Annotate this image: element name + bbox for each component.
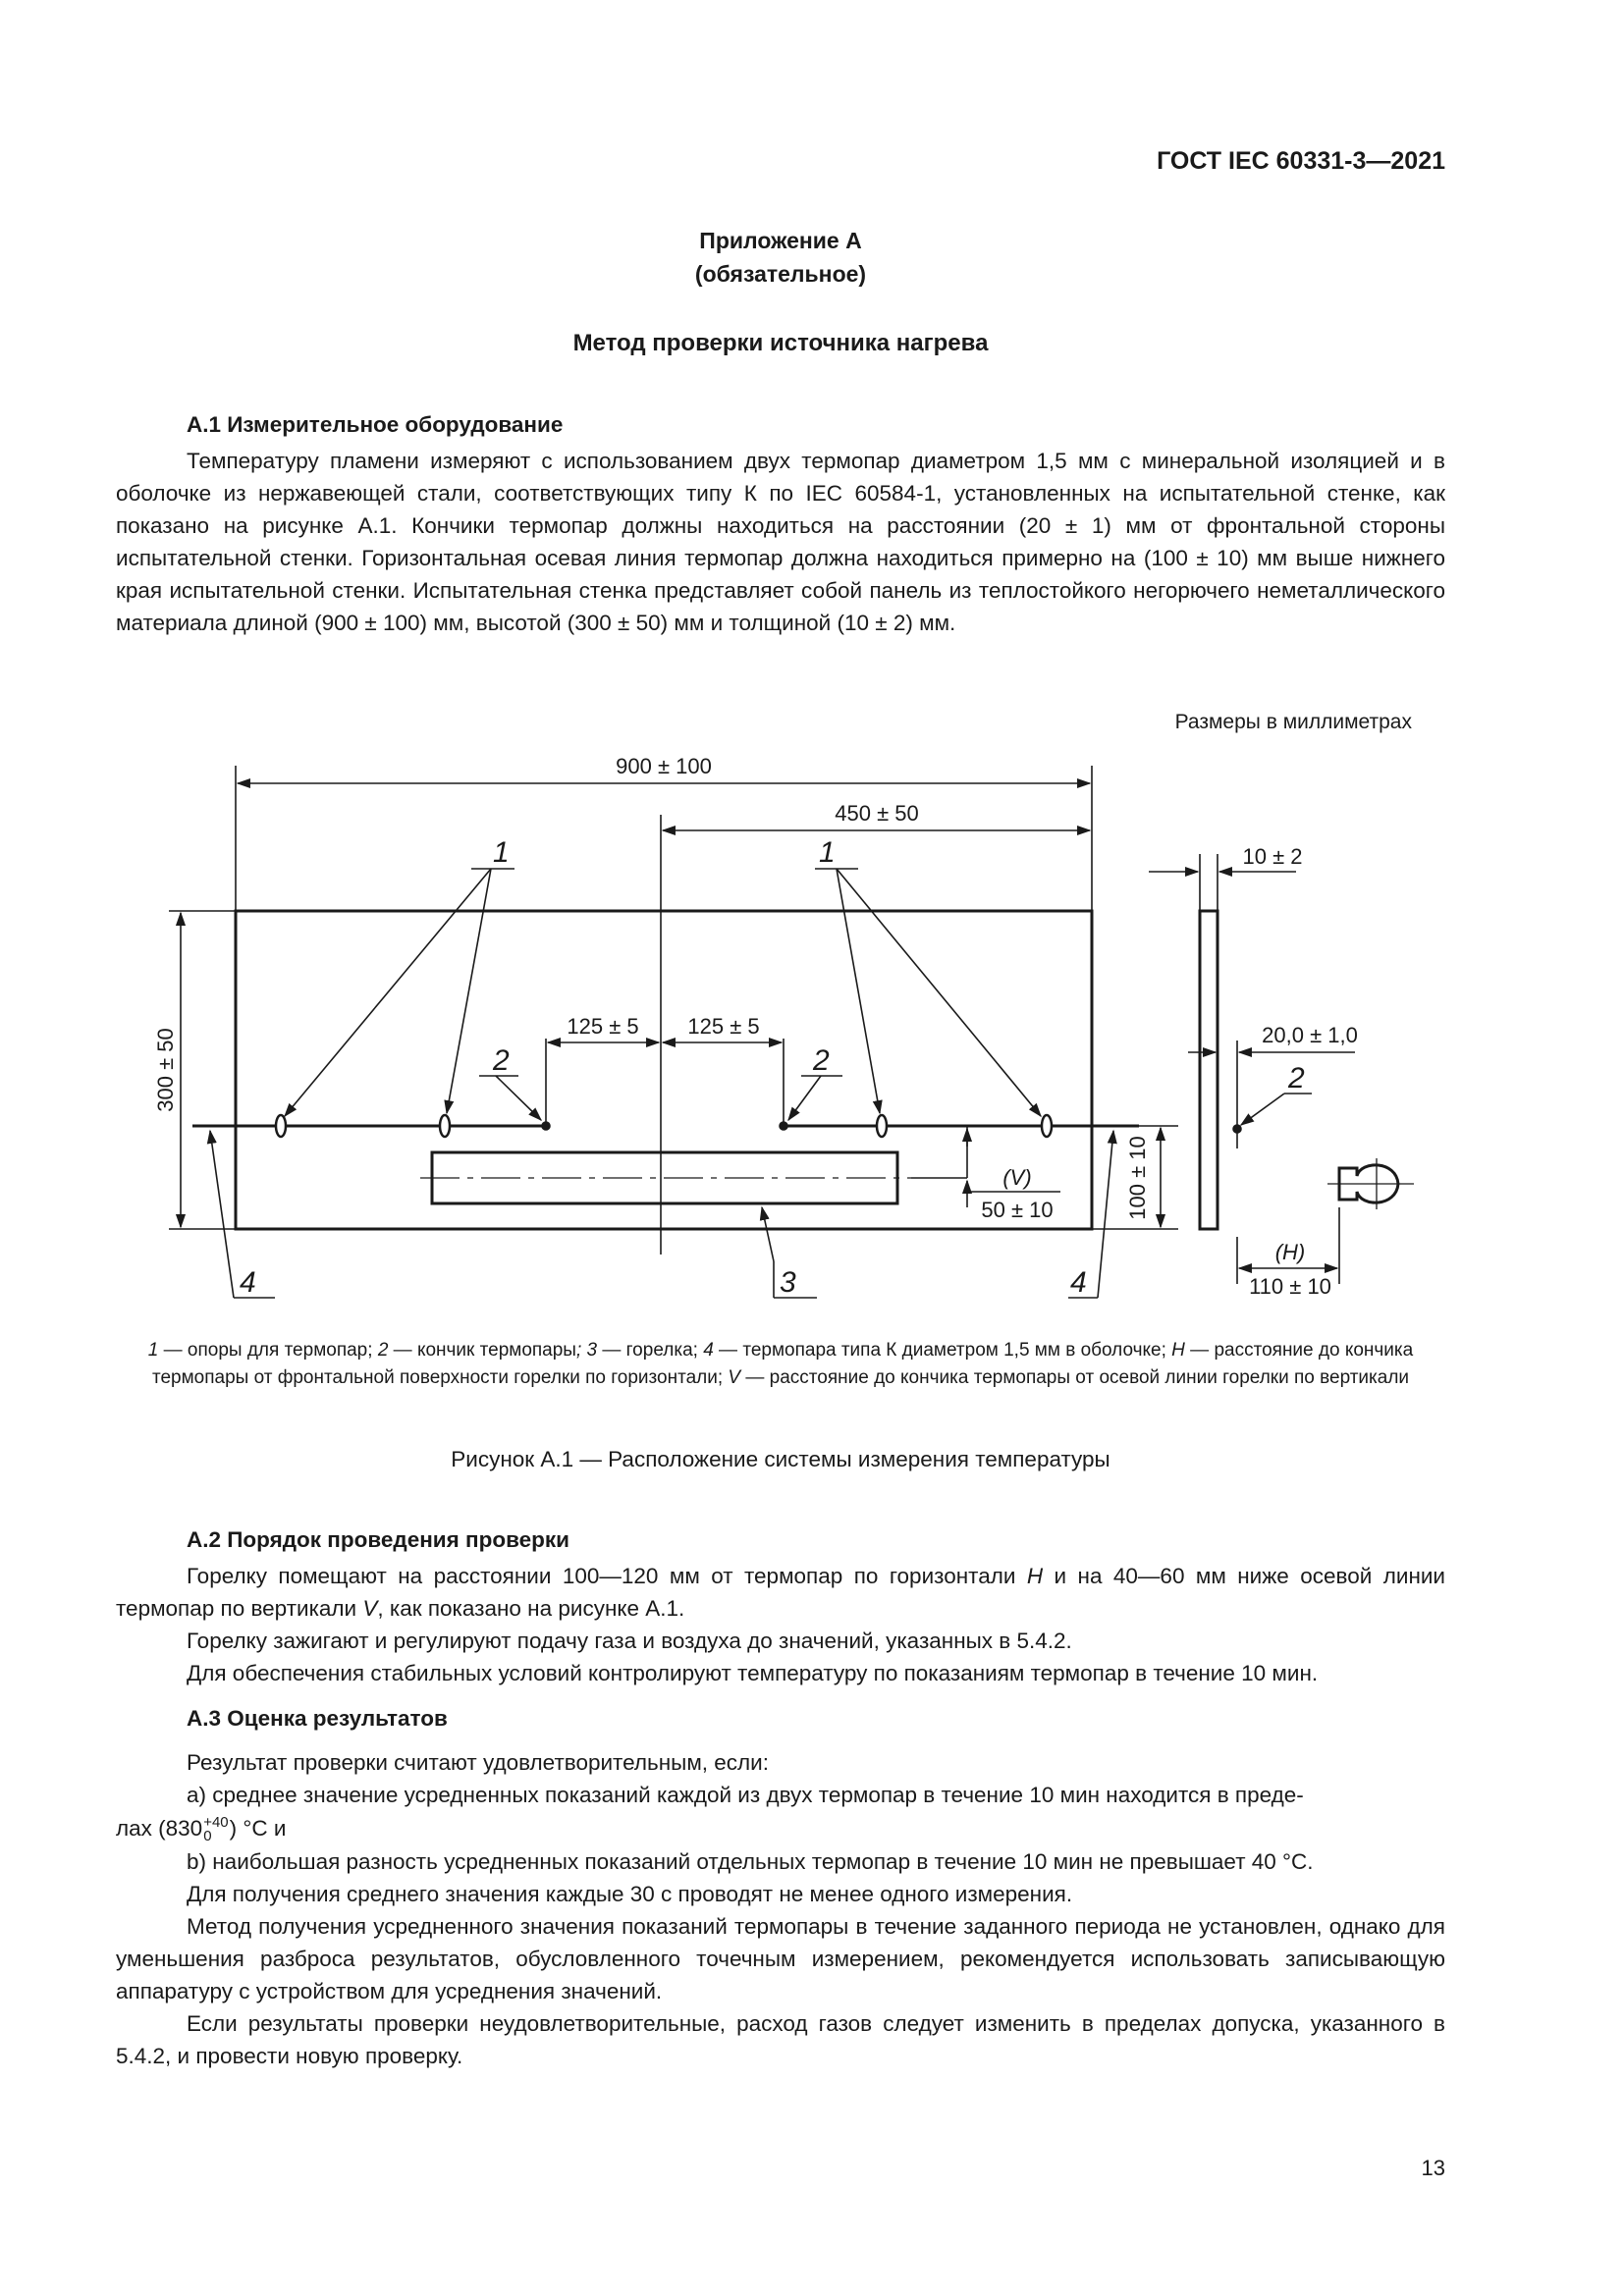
callout-2-right: 2	[813, 1044, 830, 1077]
section-a3-item-a-line1: a) среднее значение усредненных показаний каждой из двух термопар в течение 10 мин находится в преде-	[187, 1783, 1304, 1807]
callout-2-left: 2	[493, 1044, 510, 1077]
section-a2-p2: Горелку зажигают и регулируют подачу газа и воздуха до значений, указанных в 5.4.2.	[187, 1629, 1072, 1653]
dim-length: 900 ± 100	[616, 754, 712, 778]
burner-side	[1327, 1158, 1414, 1209]
section-a3-p3: Метод получения усредненного значения показаний термопары в течение заданного периода не установлен, однако для уменьшения разброса результатов, обусловленного точечным измерением, рекомендуется использовать записывающую аппаратуру с устройством для усреднения значений.	[116, 1914, 1445, 2003]
dim-height: 300 ± 50	[153, 1028, 178, 1112]
section-a3-title: А.3 Оценка результатов	[187, 1706, 448, 1731]
dim-tc-spacing-right: 125 ± 5	[687, 1014, 760, 1039]
tip-left	[542, 1122, 550, 1130]
dim-half-length: 450 ± 50	[835, 801, 919, 826]
tip-right	[780, 1122, 787, 1130]
dim-thickness: 10 ± 2	[1242, 844, 1303, 869]
test-wall	[236, 911, 1092, 1229]
support-1a	[276, 1115, 286, 1137]
callout-1-left: 1	[493, 836, 510, 869]
section-a3-p4: Если результаты проверки неудовлетворительные, расход газов следует изменить в пределах допуска, указанного в 5.4.2, и провести новую проверку.	[116, 2011, 1445, 2068]
section-a3-p1: Результат проверки считают удовлетворительным, если:	[187, 1750, 769, 1775]
section-a1-text: Температуру пламени измеряют с использованием двух термопар диаметром 1,5 мм с минеральной изоляцией и в оболочке из нержавеющей стали, соответствующих типу К по IEC 60584-1, установленных на испытательной стенке, как показано на рисунке А.1. Кончики термопар должны находиться на расстоянии (20 ± 1) мм от фронтальной стороны испытательной стенки. Горизонтальная осевая линия термопар должна находиться примерно на (100 ± 10) мм выше нижнего края испытательной стенки. Испытательная стенка представляет собой панель из теплостойкого негорючего неметаллического материала длиной (900 ± 100) мм, высотой (300 ± 50) мм и толщиной (10 ± 2) мм.	[116, 449, 1445, 635]
dim-v-value: 50 ± 10	[981, 1198, 1054, 1222]
support-1b	[440, 1115, 450, 1137]
annex-heading: Метод проверки источника нагрева	[572, 330, 989, 356]
dim-tc-height: 100 ± 10	[1125, 1136, 1150, 1220]
support-1d	[1042, 1115, 1052, 1137]
document-code: ГОСТ IEC 60331-3—2021	[1157, 147, 1445, 175]
figure-caption: Рисунок А.1 — Расположение системы измерения температуры	[451, 1447, 1110, 1471]
dim-h-value: 110 ± 10	[1249, 1274, 1331, 1299]
section-a2-p3: Для обеспечения стабильных условий контролируют температуру по показаниям термопар в течение 10 мин.	[187, 1661, 1319, 1685]
side-view-wall	[1200, 911, 1218, 1229]
dim-h-label: (H)	[1274, 1240, 1306, 1264]
support-1c	[877, 1115, 887, 1137]
section-a3-item-a-line2: лах (830 +40 0 ) °С и	[116, 1814, 287, 1845]
page-number: 13	[1421, 2156, 1445, 2180]
annex-subtitle: (обязательное)	[694, 261, 867, 287]
section-a2-p1: Горелку помещают на расстоянии 100—120 мм от термопар по горизонтали H и на 40—60 мм ниже осевой линии термопар по вертикали V, как показано на рисунке А.1.	[116, 1564, 1446, 1621]
callout-4-right: 4	[1070, 1266, 1087, 1299]
figure-units-note: Размеры в миллиметрах	[1174, 711, 1412, 733]
section-a3-item-b: b) наибольшая разность усредненных показаний отдельных термопар в течение 10 мин не превышает 40 °С.	[187, 1849, 1314, 1874]
callout-1-right: 1	[819, 836, 836, 869]
callout-3: 3	[780, 1266, 796, 1299]
callout-2-side: 2	[1288, 1062, 1305, 1095]
dim-tc-spacing-left: 125 ± 5	[567, 1014, 639, 1039]
tip-side	[1233, 1125, 1241, 1133]
annex-title: Приложение А	[699, 228, 862, 253]
callout-4-left: 4	[240, 1266, 256, 1299]
section-a3-p2: Для получения среднего значения каждые 30 с проводят не менее одного измерения.	[187, 1882, 1073, 1906]
section-a1-title: А.1 Измерительное оборудование	[187, 412, 564, 437]
dim-tip-distance: 20,0 ± 1,0	[1262, 1023, 1358, 1047]
dim-v-label: (V)	[1002, 1165, 1032, 1190]
section-a2-title: А.2 Порядок проведения проверки	[187, 1527, 569, 1552]
figure-legend: 1 — опоры для термопар; 2 — кончик термопары; 3 — горелка; 4 — термопара типа К диаметром 1,5 мм в оболочке; H — расстояние до кончика термопары от фронтальной поверхности горелки по горизонтали; V — расстояние до кончика термопары от осевой линии горелки по вертикали	[147, 1340, 1414, 1388]
